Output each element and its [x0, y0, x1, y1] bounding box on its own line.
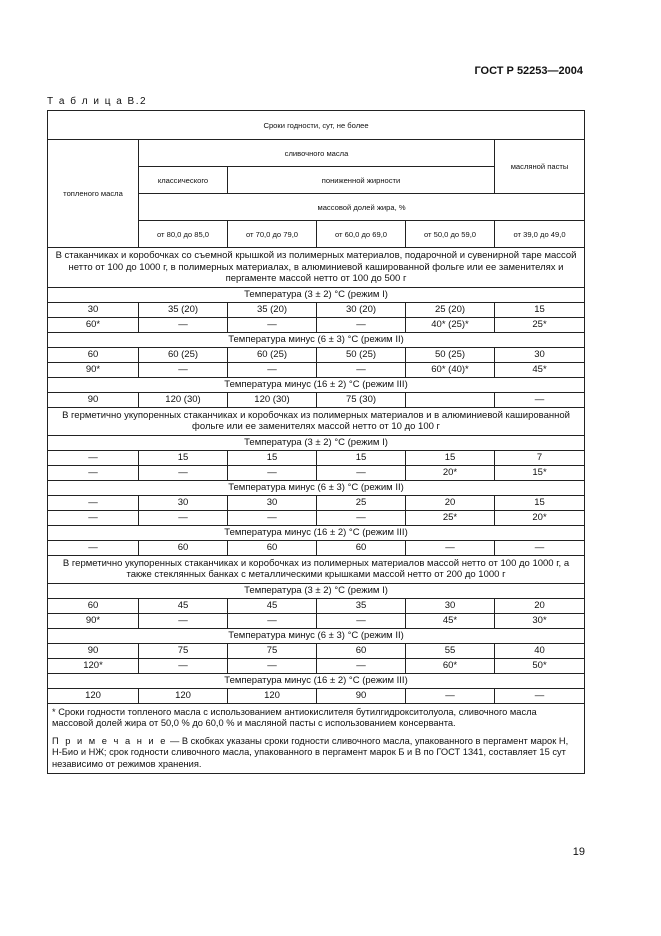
note [48, 733, 585, 774]
section-title: В герметично укупоренных стаканчиках и коробочках из полимерных материалов и в алюминиевой кашированной фольге или ее заменителях массой нетто от 10 до 100 г [48, 407, 585, 435]
table-cell: — [48, 495, 139, 510]
shelf-life-table [47, 110, 585, 774]
table-cell [406, 392, 495, 407]
table-cell: 60 (25) [228, 347, 317, 362]
table-cell: 20 [495, 598, 585, 613]
table-cell: — [139, 510, 228, 525]
table-cell: — [406, 540, 495, 555]
table-cell: — [228, 510, 317, 525]
header-butter: сливочного масла [139, 140, 495, 167]
table-cell: 30* [495, 613, 585, 628]
table-row [48, 540, 585, 555]
table-cell: 120 (30) [228, 392, 317, 407]
table-row [48, 465, 585, 480]
table-cell: — [317, 510, 406, 525]
table-cell: 25 [317, 495, 406, 510]
header-fat-label: массовой долей жира, % [139, 194, 585, 221]
table-cell: — [139, 613, 228, 628]
table-cell: 25* [495, 317, 585, 332]
table-cell: 90* [48, 613, 139, 628]
table-cell: — [495, 540, 585, 555]
table-cell: 35 (20) [228, 302, 317, 317]
header-fat-range: от 50,0 до 59,0 [406, 221, 495, 248]
table-cell: 45* [495, 362, 585, 377]
table-cell: — [406, 688, 495, 703]
table-cell: 60* (40)* [406, 362, 495, 377]
table-cell: 60 [228, 540, 317, 555]
temperature-mode-label: Температура (3 ± 2) °С (режим I) [48, 287, 585, 302]
table-cell: — [228, 613, 317, 628]
table-cell: — [228, 362, 317, 377]
table-cell: — [228, 465, 317, 480]
table-cell: 90 [48, 643, 139, 658]
table-row [48, 362, 585, 377]
table-cell: — [139, 317, 228, 332]
table-row [48, 302, 585, 317]
section-title: В герметично укупоренных стаканчиках и коробочках из полимерных материалов массой нетто от 100 до 1000 г, а также стеклянных банках с металлическими крышками массой нетто от 200 до 1000 г [48, 555, 585, 583]
table-cell: 15* [495, 465, 585, 480]
table-row [48, 613, 585, 628]
table-cell: 50 (25) [317, 347, 406, 362]
table-cell: 75 (30) [317, 392, 406, 407]
document-code: ГОСТ Р 52253—2004 [474, 65, 583, 77]
table-cell: 15 [406, 450, 495, 465]
table-row [48, 510, 585, 525]
table-cell: — [317, 658, 406, 673]
table-cell: — [48, 510, 139, 525]
table-cell: 15 [495, 302, 585, 317]
table-cell: 60* [48, 317, 139, 332]
temperature-mode-label: Температура минус (16 ± 2) °С (режим III) [48, 377, 585, 392]
header-fat-range: от 39,0 до 49,0 [495, 221, 585, 248]
temperature-mode-label: Температура минус (16 ± 2) °С (режим III) [48, 525, 585, 540]
table-cell: 60 [317, 643, 406, 658]
table-row [48, 598, 585, 613]
table-cell: — [495, 688, 585, 703]
table-title: Т а б л и ц а В.2 [47, 96, 148, 107]
table-cell: 60 [317, 540, 406, 555]
table-cell: 120* [48, 658, 139, 673]
table-cell: 60 [139, 540, 228, 555]
temperature-mode-label: Температура минус (16 ± 2) °С (режим III) [48, 673, 585, 688]
table-row [48, 450, 585, 465]
header-shelf-life: Сроки годности, сут, не более [48, 111, 585, 140]
table-cell: 30 [139, 495, 228, 510]
table-cell: 7 [495, 450, 585, 465]
table-cell: 120 [139, 688, 228, 703]
table-cell: — [228, 317, 317, 332]
table-cell: 75 [139, 643, 228, 658]
table-row [48, 347, 585, 362]
header-ghee: топленого масла [48, 140, 139, 248]
table-cell: 35 [317, 598, 406, 613]
temperature-mode-label: Температура (3 ± 2) °С (режим I) [48, 435, 585, 450]
header-paste: масляной пасты [495, 140, 585, 194]
table-cell: 55 [406, 643, 495, 658]
table-cell: 30 [48, 302, 139, 317]
table-cell: — [317, 362, 406, 377]
table-cell: 25 (20) [406, 302, 495, 317]
table-cell: — [139, 658, 228, 673]
table-cell: 120 [48, 688, 139, 703]
table-cell: — [48, 540, 139, 555]
table-cell: 35 (20) [139, 302, 228, 317]
footnote: * Сроки годности топленого масла с использованием антиокислителя бутилгидрокситолуола, сливочного масла массовой долей жира от 50,0 % до 60,0 % и масляной пасты с использованием консерванта. [48, 703, 585, 733]
table-cell: 60 [48, 598, 139, 613]
table-cell: 60 (25) [139, 347, 228, 362]
page-number: 19 [572, 846, 585, 858]
table-cell: 120 (30) [139, 392, 228, 407]
table-cell: 20 [406, 495, 495, 510]
table-row [48, 688, 585, 703]
header-classic: классического [139, 167, 228, 194]
table-row [48, 392, 585, 407]
table-cell: — [317, 613, 406, 628]
table-cell: — [48, 450, 139, 465]
table-row [48, 658, 585, 673]
table-cell: 40 [495, 643, 585, 658]
temperature-mode-label: Температура (3 ± 2) °С (режим I) [48, 583, 585, 598]
note-prefix: П р и м е ч а н и е [52, 735, 168, 746]
table-cell: 50* [495, 658, 585, 673]
table-cell: 45 [228, 598, 317, 613]
table-cell: 40* (25)* [406, 317, 495, 332]
table-cell: 50 (25) [406, 347, 495, 362]
temperature-mode-label: Температура минус (6 ± 3) °С (режим II) [48, 628, 585, 643]
table-cell: — [48, 465, 139, 480]
temperature-mode-label: Температура минус (6 ± 3) °С (режим II) [48, 480, 585, 495]
table-cell: 15 [495, 495, 585, 510]
table-cell: 30 [495, 347, 585, 362]
table-cell: 15 [317, 450, 406, 465]
table-cell: — [317, 317, 406, 332]
table-cell: 60* [406, 658, 495, 673]
header-reduced-fat: пониженной жирности [228, 167, 495, 194]
table-cell: 25* [406, 510, 495, 525]
note-text: — В скобках указаны сроки годности сливочного масла, упакованного в пергамент марок Н, Н-Био и НЖ; срок годности сливочного масла, упакованного в пергамент марок Б и В по ГОСТ 1341, составляет 15 сут независимо от режимов хранения. [52, 735, 569, 769]
table-cell: 15 [228, 450, 317, 465]
header-fat-range: от 60,0 до 69,0 [317, 221, 406, 248]
temperature-mode-label: Температура минус (6 ± 3) °С (режим II) [48, 332, 585, 347]
header-fat-range: от 70,0 до 79,0 [228, 221, 317, 248]
table-cell: 75 [228, 643, 317, 658]
table-cell: — [495, 392, 585, 407]
table-cell: — [228, 658, 317, 673]
table-cell: 60 [48, 347, 139, 362]
table-row [48, 317, 585, 332]
table-row [48, 643, 585, 658]
header-fat-range: от 80,0 до 85,0 [139, 221, 228, 248]
table-cell: 30 [228, 495, 317, 510]
table-cell: 45 [139, 598, 228, 613]
table-cell: 90 [317, 688, 406, 703]
table-row [48, 495, 585, 510]
section-title: В стаканчиках и коробочках со съемной крышкой из полимерных материалов, подарочной и сувенирной таре массой нетто от 100 до 1000 г, в полимерных материалах, в алюминиевой кашированной фольге или ее заменителях и пергаменте массой нетто от 100 до 500 г [48, 248, 585, 288]
table-cell: 15 [139, 450, 228, 465]
table-cell: — [317, 465, 406, 480]
table-cell: — [139, 362, 228, 377]
table-cell: 120 [228, 688, 317, 703]
table-cell: 30 [406, 598, 495, 613]
table-cell: 20* [406, 465, 495, 480]
table-cell: 90* [48, 362, 139, 377]
table-cell: 45* [406, 613, 495, 628]
table-cell: — [139, 465, 228, 480]
table-cell: 30 (20) [317, 302, 406, 317]
table-cell: 20* [495, 510, 585, 525]
table-cell: 90 [48, 392, 139, 407]
